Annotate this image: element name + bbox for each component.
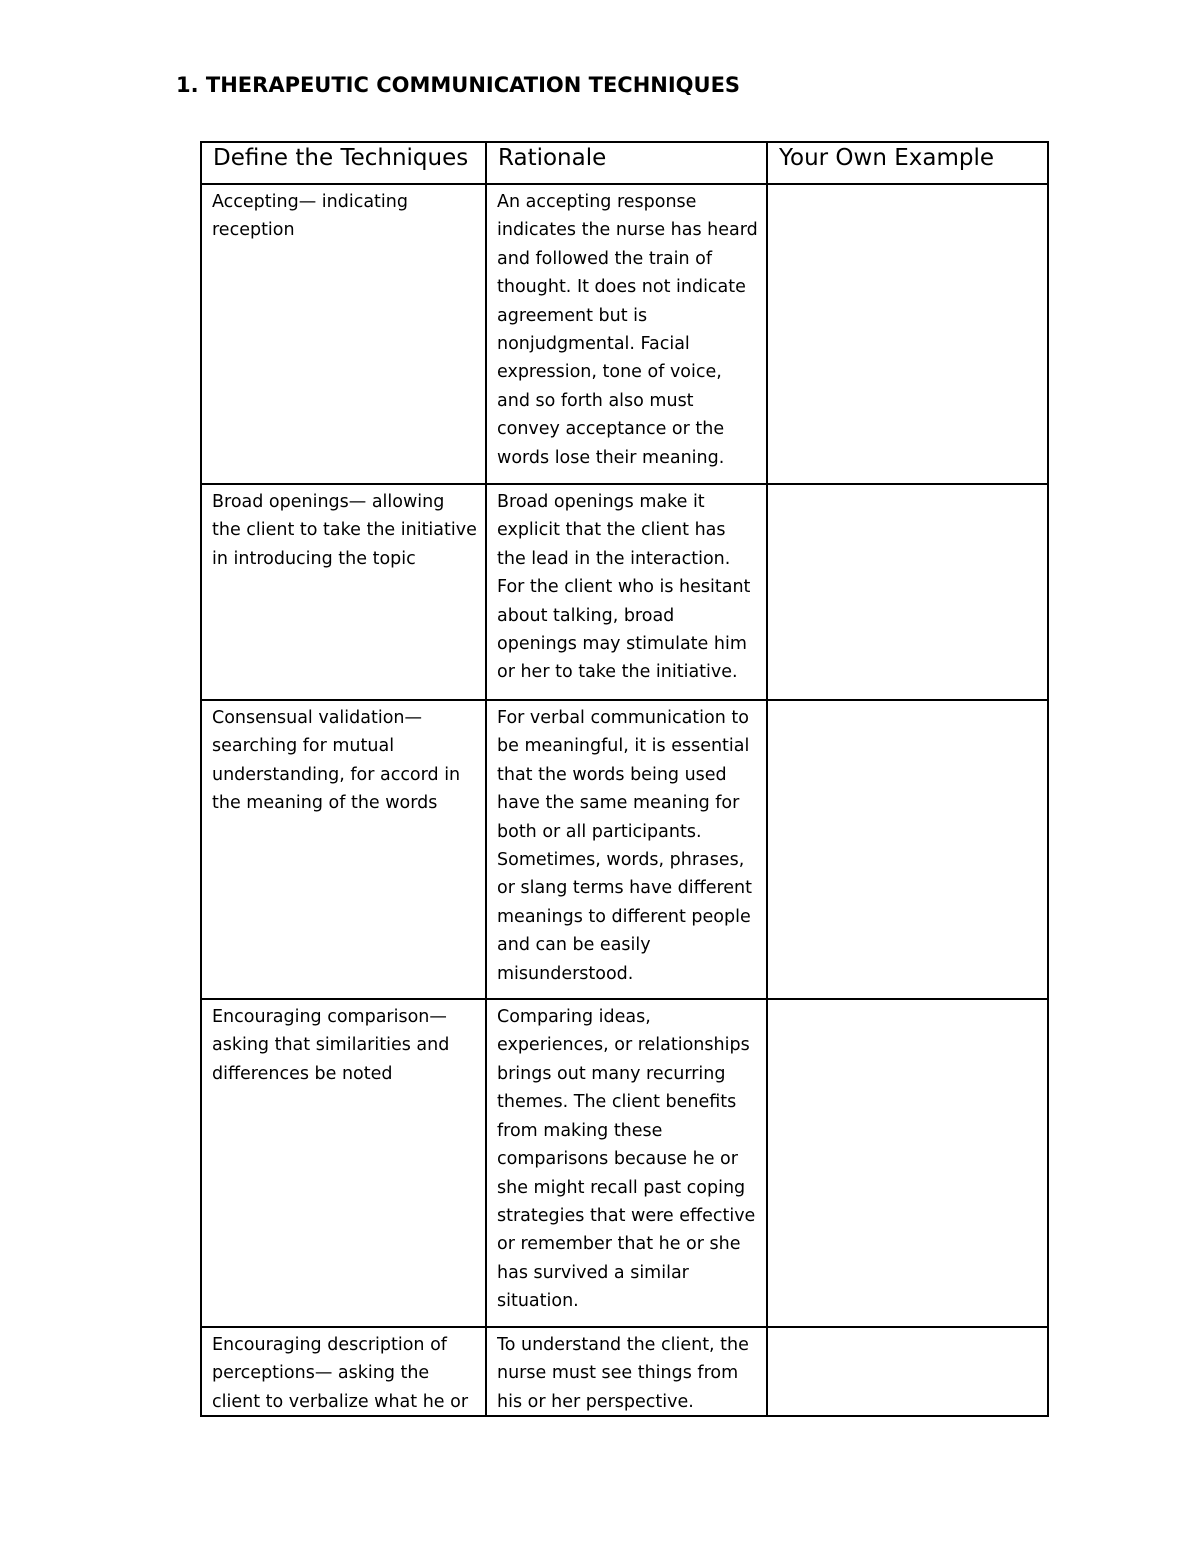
example-cell[interactable] — [767, 700, 1048, 999]
table-row — [201, 184, 1048, 484]
rationale-cell: Comparing ideas, experiences, or relationships brings out many recurring themes. The client benefits from making these comparisons because he or she might recall past coping strategies that were effective or remember that he or she has survived a similar situation. — [486, 999, 767, 1327]
technique-text: Encouraging description of perceptions— asking the client to verbalize what he or — [212, 1335, 469, 1412]
header-rationale: Rationale — [486, 142, 767, 184]
technique-cell — [201, 1327, 486, 1416]
table-row — [201, 999, 1048, 1327]
example-cell[interactable] — [767, 1327, 1048, 1416]
example-cell[interactable] — [767, 999, 1048, 1327]
header-define-techniques: Define the Techniques — [201, 142, 486, 184]
table-row — [201, 700, 1048, 999]
rationale-cell: For verbal communication to be meaningful, it is essential that the words being used have the same meaning for both or all participants. Sometimes, words, phrases, or slang terms have different meanings to different people and can be easily misunderstood. — [486, 700, 767, 999]
header-own-example: Your Own Example — [767, 142, 1048, 184]
example-cell[interactable] — [767, 184, 1048, 484]
page-title: 1. THERAPEUTIC COMMUNICATION TECHNIQUES — [176, 73, 741, 97]
table-row — [201, 1327, 1048, 1416]
technique-cell: Encouraging comparison— asking that similarities and differences be noted — [201, 999, 486, 1327]
table-header-row — [201, 142, 1048, 184]
techniques-table — [200, 141, 1049, 1417]
table-row — [201, 484, 1048, 700]
technique-cell: Accepting— indicating reception — [201, 184, 486, 484]
technique-cell: Broad openings— allowing the client to take the initiative in introducing the topic — [201, 484, 486, 700]
rationale-text: To understand the client, the nurse must see things from his or her perspective. — [497, 1335, 749, 1412]
example-cell[interactable] — [767, 484, 1048, 700]
rationale-cell — [486, 1327, 767, 1416]
rationale-cell: Broad openings make it explicit that the client has the lead in the interaction. For the client who is hesitant about talking, broad openings may stimulate him or her to take the initiative. — [486, 484, 767, 700]
rationale-cell: An accepting response indicates the nurse has heard and followed the train of thought. It does not indicate agreement but is nonjudgmental. Facial expression, tone of voice, and so forth also must convey acceptance or the words lose their meaning. — [486, 184, 767, 484]
technique-cell: Consensual validation— searching for mutual understanding, for accord in the meaning of the words — [201, 700, 486, 999]
